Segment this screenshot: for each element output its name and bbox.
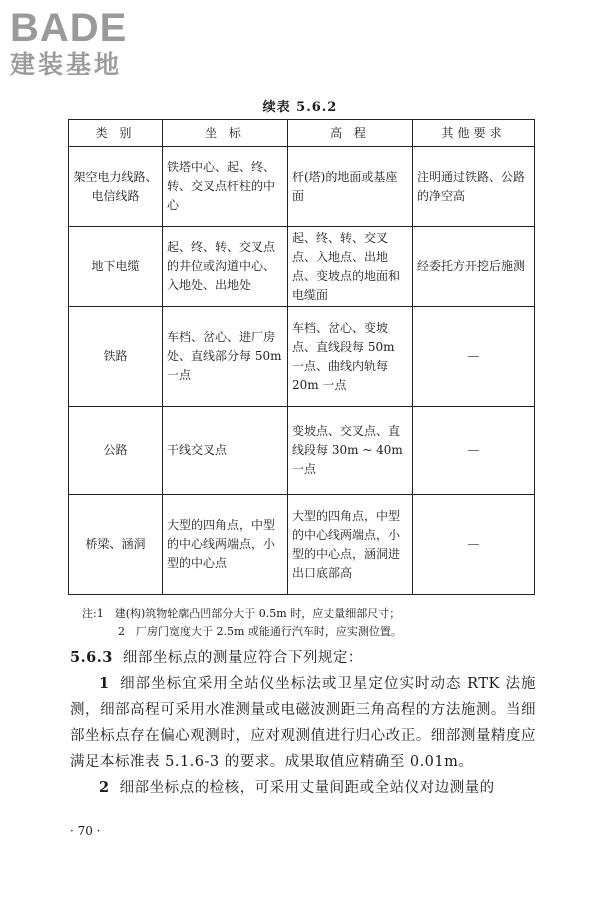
item-number: 2	[99, 779, 110, 796]
cell-elevation: 车档、岔心、变坡点、直线段每 50m 一点、曲线内轨每 20m 一点	[288, 307, 413, 407]
cell-coordinate: 大型的四角点，中型的中心线两端点，小型的中心点	[163, 495, 288, 595]
clause-item-1	[70, 671, 536, 775]
item-text: 细部坐标宜采用全站仪坐标法或卫星定位实时动态 RTK 法施测，细部高程可采用水准测量或电磁波测距三角高程的方法施测。当细部坐标点存在偏心观测时，应对观测值进行归心改正。细部测量精度应满足本标准表 5.1.6-3 的要求。成果取值应精确至 0.01m。	[70, 676, 536, 770]
cell-category: 桥梁、涵洞	[69, 495, 163, 595]
table-row	[69, 495, 535, 595]
logo-wordmark: BADE	[10, 6, 128, 50]
header-elevation: 高 程	[288, 120, 413, 147]
cell-coordinate: 干线交叉点	[163, 407, 288, 495]
item-text: 细部坐标点的检核，可采用丈量间距或全站仪对边测量的	[119, 780, 495, 796]
cell-elevation: 杆(塔)的地面或基座面	[288, 147, 413, 227]
header-category: 类 别	[69, 120, 163, 147]
cell-other: —	[413, 495, 535, 595]
cell-other: —	[413, 407, 535, 495]
cell-elevation: 起、终、转、交叉点、入地点、出地点、变坡点的地面和电缆面	[288, 227, 413, 307]
note-2: 2 厂房门宽度大于 2.5m 或能通行汽车时，应实测位置。	[118, 625, 402, 638]
cell-coordinate: 铁塔中心、起、终、转、交叉点杆柱的中心	[163, 147, 288, 227]
cell-elevation: 变坡点、交叉点、直线段每 30m ~ 40m 一点	[288, 407, 413, 495]
table-row	[69, 147, 535, 227]
cell-coordinate: 起、终、转、交叉点的井位或沟道中心、入地处、出地处	[163, 227, 288, 307]
table-header-row	[69, 120, 535, 147]
table-title: 续表 5.6.2	[262, 100, 338, 115]
table-row	[69, 407, 535, 495]
header-other-requirements: 其他要求	[413, 120, 535, 147]
clause-5-6-3	[70, 645, 536, 801]
table-row	[69, 227, 535, 307]
table-notes	[82, 605, 402, 641]
cell-elevation: 大型的四角点，中型的中心线两端点，小型的中心点，涵洞进出口底部高	[288, 495, 413, 595]
cell-other: —	[413, 307, 535, 407]
logo-subtitle: 建装基地	[10, 50, 123, 79]
table-row	[69, 307, 535, 407]
survey-requirements-table	[68, 119, 535, 595]
cell-other: 经委托方开挖后施测	[413, 227, 535, 307]
note-1: 注:1 建(构)筑物轮廓凸凹部分大于 0.5m 时，应丈量细部尺寸；	[82, 607, 401, 620]
clause-heading	[70, 645, 536, 671]
cell-coordinate: 车档、岔心、进厂房处、直线部分每 50m 一点	[163, 307, 288, 407]
cell-category: 铁路	[69, 307, 163, 407]
cell-category: 公路	[69, 407, 163, 495]
cell-other: 注明通过铁路、公路的净空高	[413, 147, 535, 227]
clause-item-2	[70, 775, 536, 801]
clause-intro: 细部坐标点的测量应符合下列规定：	[122, 650, 363, 666]
site-logo	[10, 6, 127, 80]
clause-number: 5.6.3	[70, 649, 113, 666]
cell-category: 地下电缆	[69, 227, 163, 307]
header-coordinate: 坐 标	[163, 120, 288, 147]
cell-category: 架空电力线路、电信线路	[69, 147, 163, 227]
page-number: · 70 ·	[70, 824, 101, 838]
item-number: 1	[99, 675, 110, 692]
